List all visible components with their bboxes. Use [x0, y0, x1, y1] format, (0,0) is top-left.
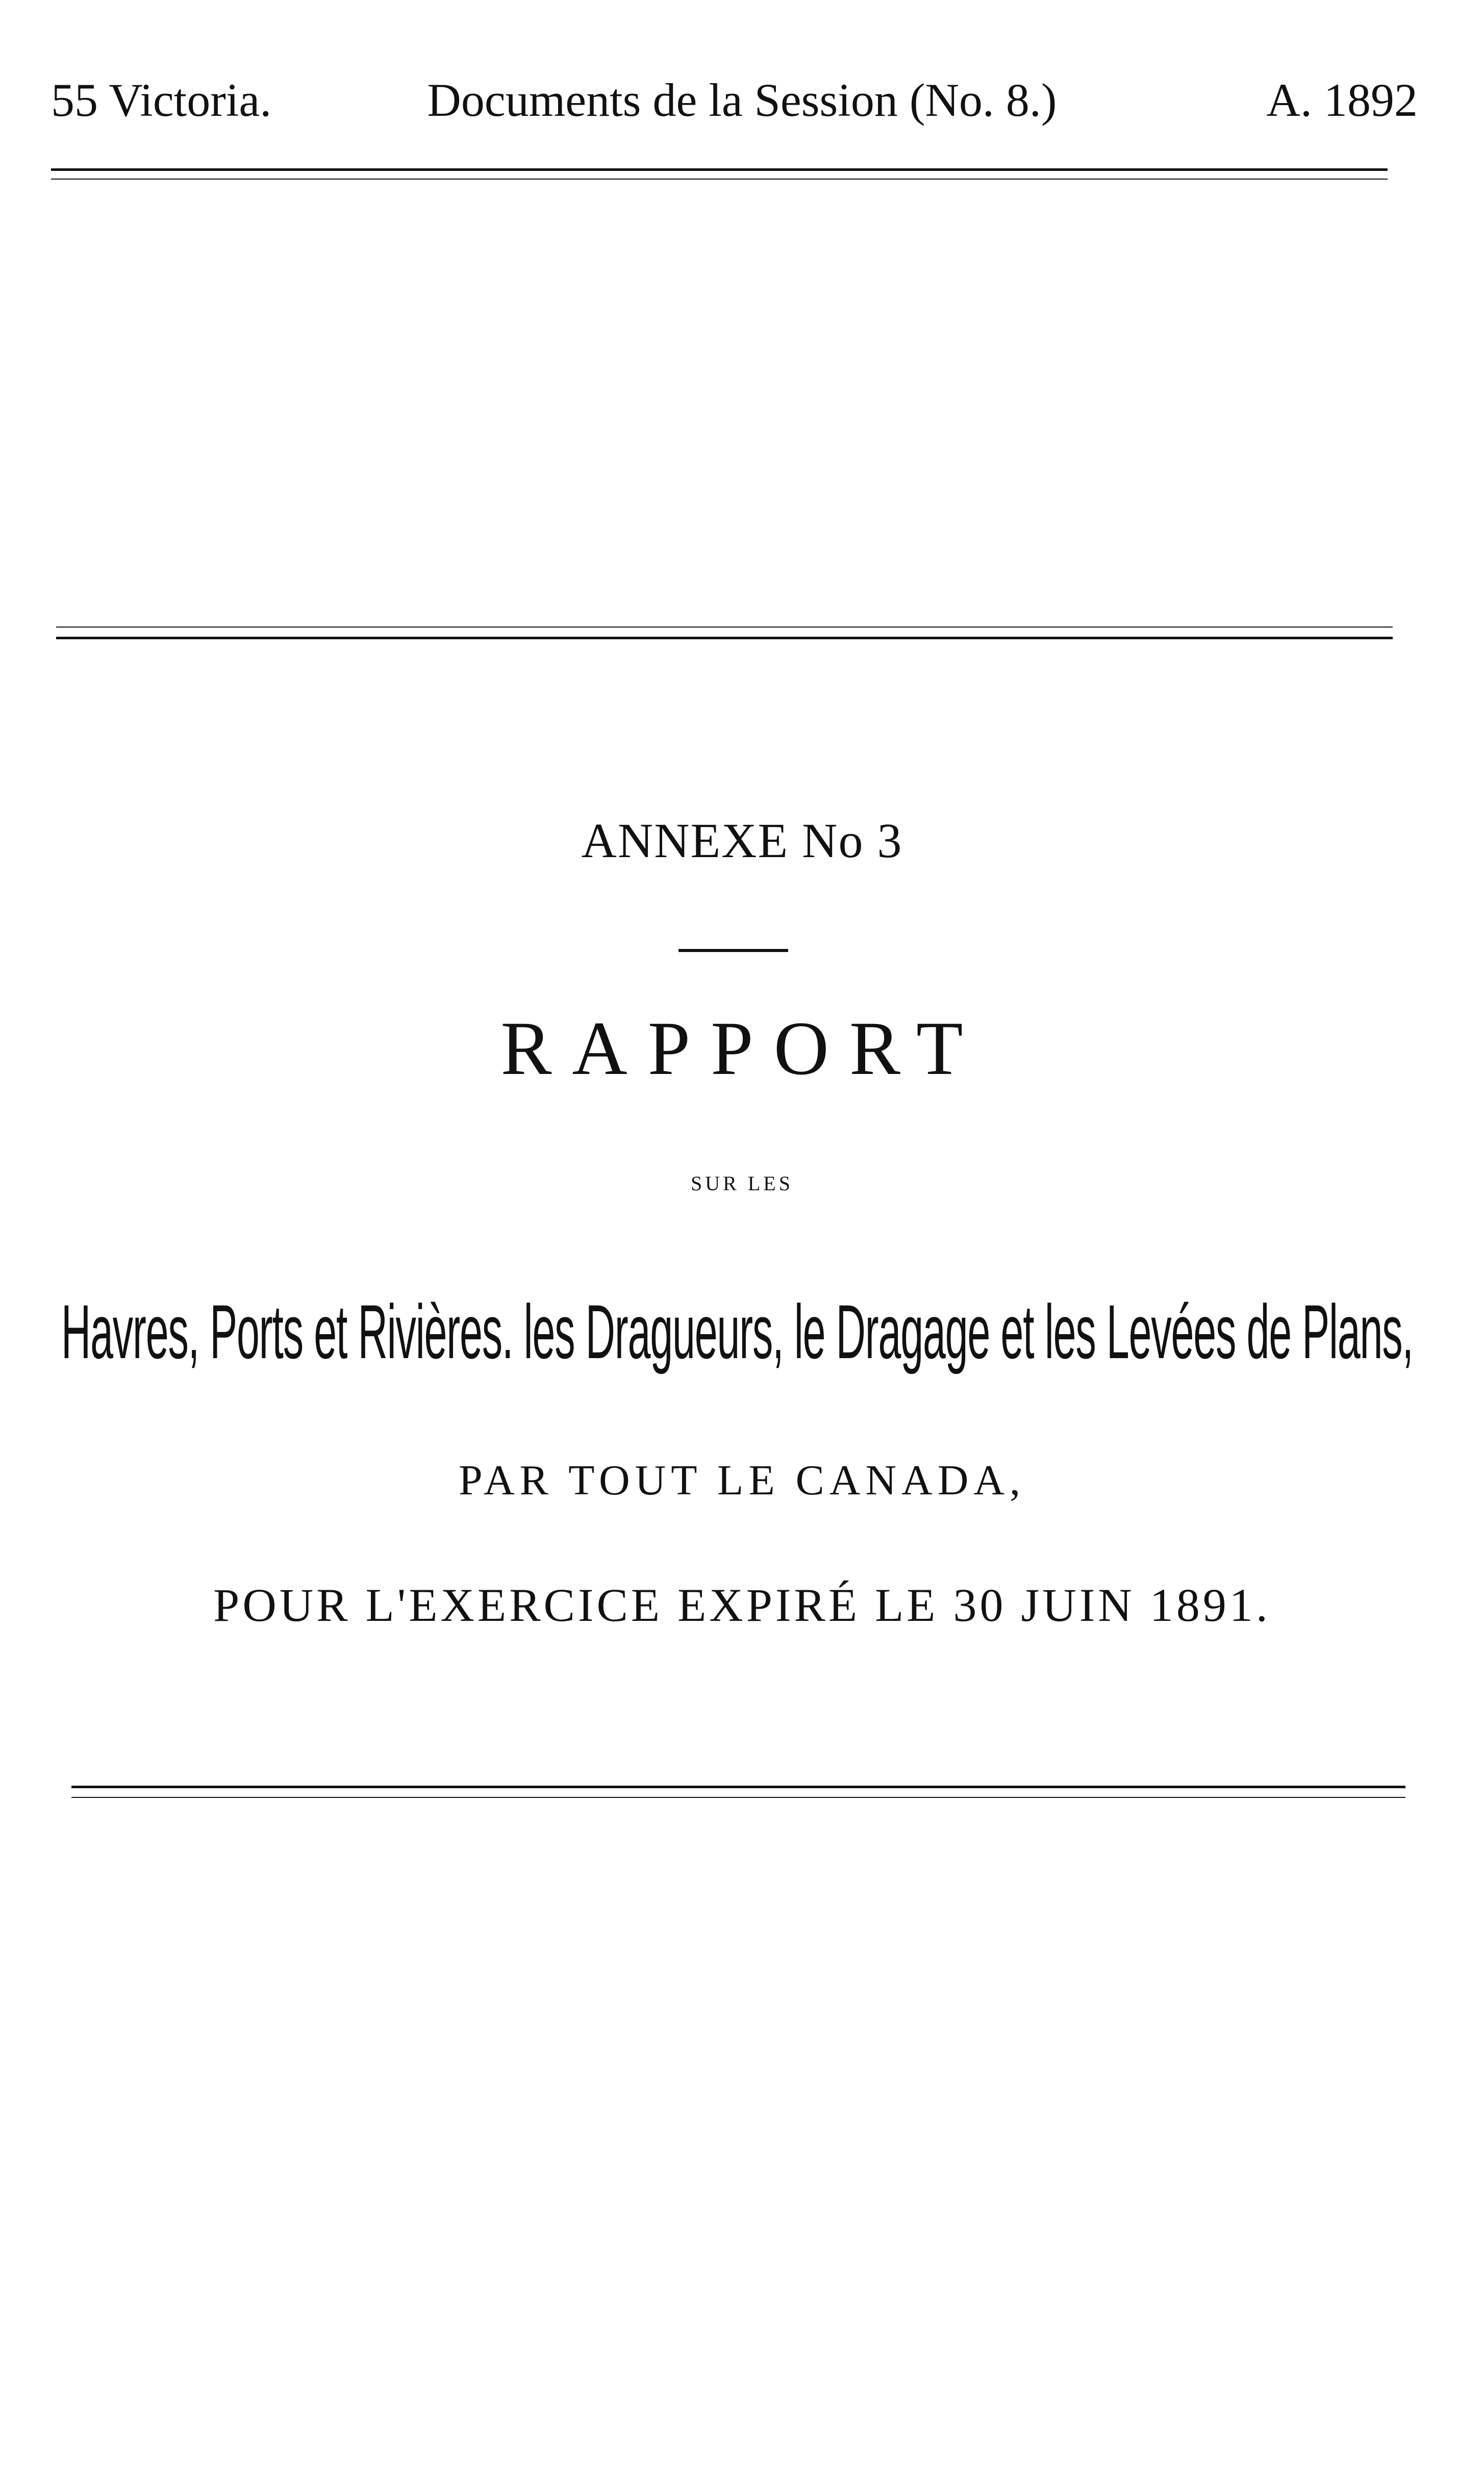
- upper-rule-bottom: [56, 637, 1393, 639]
- header-volume: 55 Victoria.: [51, 74, 272, 126]
- title-short-rule: [678, 949, 788, 952]
- rapport-title: RAPPORT: [500, 1006, 984, 1091]
- header-session-docs: Documents de la Session (No. 8.): [427, 74, 1057, 126]
- annexe-number: ANNEXE No 3: [581, 813, 903, 868]
- sur-les-label: SUR LES: [691, 1172, 793, 1195]
- report-period: POUR L'EXERCICE EXPIRÉ LE 30 JUIN 1891.: [213, 1579, 1271, 1631]
- header-rule-bottom: [51, 179, 1388, 180]
- report-scope: PAR TOUT LE CANADA,: [458, 1457, 1026, 1504]
- header-year: A. 1892: [1266, 74, 1418, 126]
- lower-rule-top: [71, 1786, 1405, 1788]
- header-rule-top: [51, 168, 1388, 171]
- upper-rule-top: [56, 627, 1393, 628]
- report-subject-text: Havres, Ports et Rivières. les Dragueurs, le Dragage et les Levées de Plans,: [61, 1289, 1413, 1374]
- report-subject: [61, 1281, 1413, 1383]
- lower-rule-bottom: [71, 1797, 1405, 1798]
